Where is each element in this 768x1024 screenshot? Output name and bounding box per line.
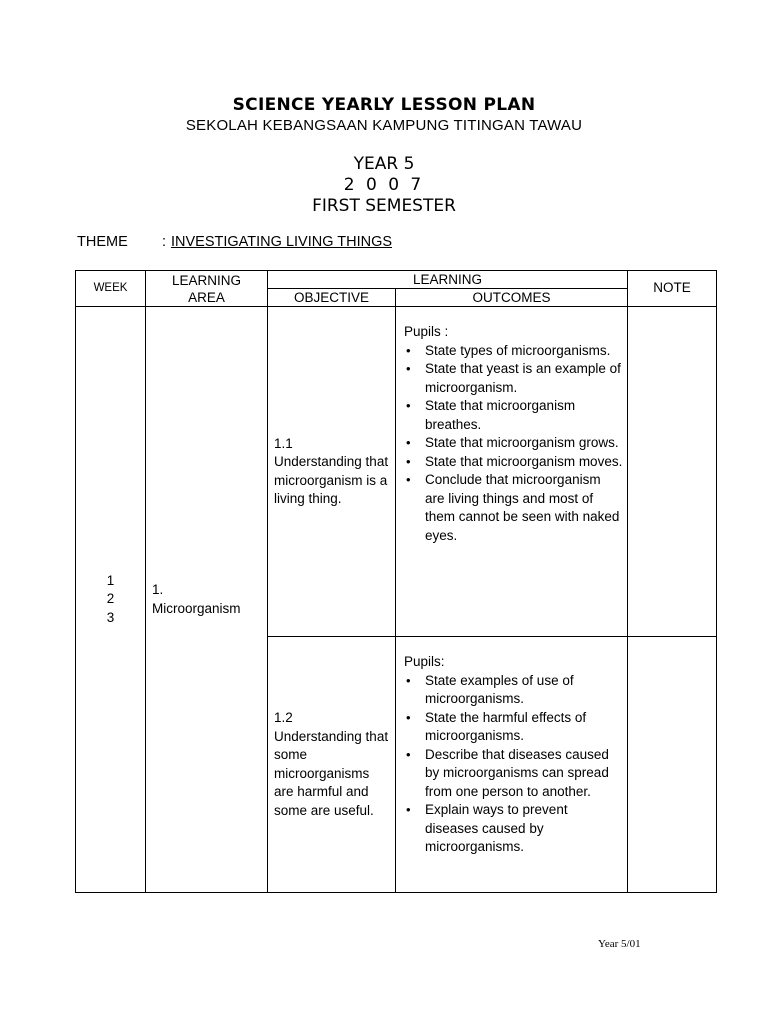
list-item: • State the harmful effects of microorganisms. bbox=[425, 709, 623, 746]
document-title: SCIENCE YEARLY LESSON PLAN bbox=[232, 95, 536, 115]
list-item: • Conclude that microorganism are living things and most of them cannot be seen with naked eyes. bbox=[425, 471, 623, 545]
pupils-label: Pupils: bbox=[404, 654, 445, 669]
outcomes-cell bbox=[396, 637, 628, 893]
table-row bbox=[76, 307, 717, 637]
outcomes-list bbox=[404, 672, 623, 857]
list-item: • State that microorganism grows. bbox=[425, 434, 623, 453]
note-cell bbox=[628, 637, 717, 893]
school-name: SEKOLAH KEBANGSAAN KAMPUNG TITINGAN TAWAU bbox=[185, 117, 583, 134]
outcomes-header: OUTCOMES bbox=[396, 289, 628, 307]
list-item: • State that yeast is an example of microorganism. bbox=[425, 360, 623, 397]
note-cell bbox=[628, 307, 717, 637]
page-footer: Year 5/01 bbox=[598, 938, 641, 950]
week-number: 2 bbox=[106, 591, 115, 607]
learning-area-cell bbox=[146, 307, 268, 893]
objective-number: 1.1 bbox=[274, 435, 293, 451]
week-cell bbox=[76, 307, 146, 893]
list-item: • Explain ways to prevent diseases caused by microorganisms. bbox=[425, 801, 623, 857]
theme-separator: : bbox=[162, 234, 167, 250]
objective-cell bbox=[268, 637, 396, 893]
semester-heading: FIRST SEMESTER bbox=[312, 196, 456, 216]
lesson-plan-table bbox=[75, 270, 717, 893]
theme-label: THEME bbox=[77, 234, 128, 250]
learning-area-number: 1. bbox=[152, 582, 164, 597]
week-number: 3 bbox=[106, 609, 115, 625]
objective-header: OBJECTIVE bbox=[268, 289, 396, 307]
table-header-row bbox=[76, 271, 717, 289]
theme-value: INVESTIGATING LIVING THINGS bbox=[171, 234, 393, 250]
note-header: NOTE bbox=[628, 271, 717, 307]
list-item: • State that microorganism breathes. bbox=[425, 397, 623, 434]
learning-area-header-line1: LEARNING bbox=[171, 272, 242, 288]
learning-header: LEARNING bbox=[268, 271, 628, 289]
week-header: WEEK bbox=[76, 271, 146, 307]
week-number: 1 bbox=[106, 572, 115, 588]
objective-cell bbox=[268, 307, 396, 637]
list-item: • Describe that diseases caused by microorganisms can spread from one person to another. bbox=[425, 746, 623, 802]
list-item: • State types of microorganisms. bbox=[425, 342, 623, 361]
objective-text: Understanding that microorganism is a living thing. bbox=[274, 454, 389, 506]
list-item: • State examples of use of microorganisms. bbox=[425, 672, 623, 709]
learning-area-header-line2: AREA bbox=[188, 289, 225, 305]
year-number: 2 0 0 7 bbox=[343, 175, 425, 195]
objective-text: Understanding that some microorganisms are harmful and some are useful. bbox=[274, 728, 389, 818]
learning-area-name: Microorganism bbox=[152, 600, 241, 616]
outcomes-list bbox=[404, 342, 623, 546]
objective-number: 1.2 bbox=[274, 710, 293, 725]
outcomes-cell bbox=[396, 307, 628, 637]
year-heading: YEAR 5 bbox=[353, 154, 415, 174]
learning-area-header bbox=[146, 271, 268, 307]
pupils-label: Pupils : bbox=[404, 324, 449, 339]
list-item: • State that microorganism moves. bbox=[425, 453, 623, 472]
